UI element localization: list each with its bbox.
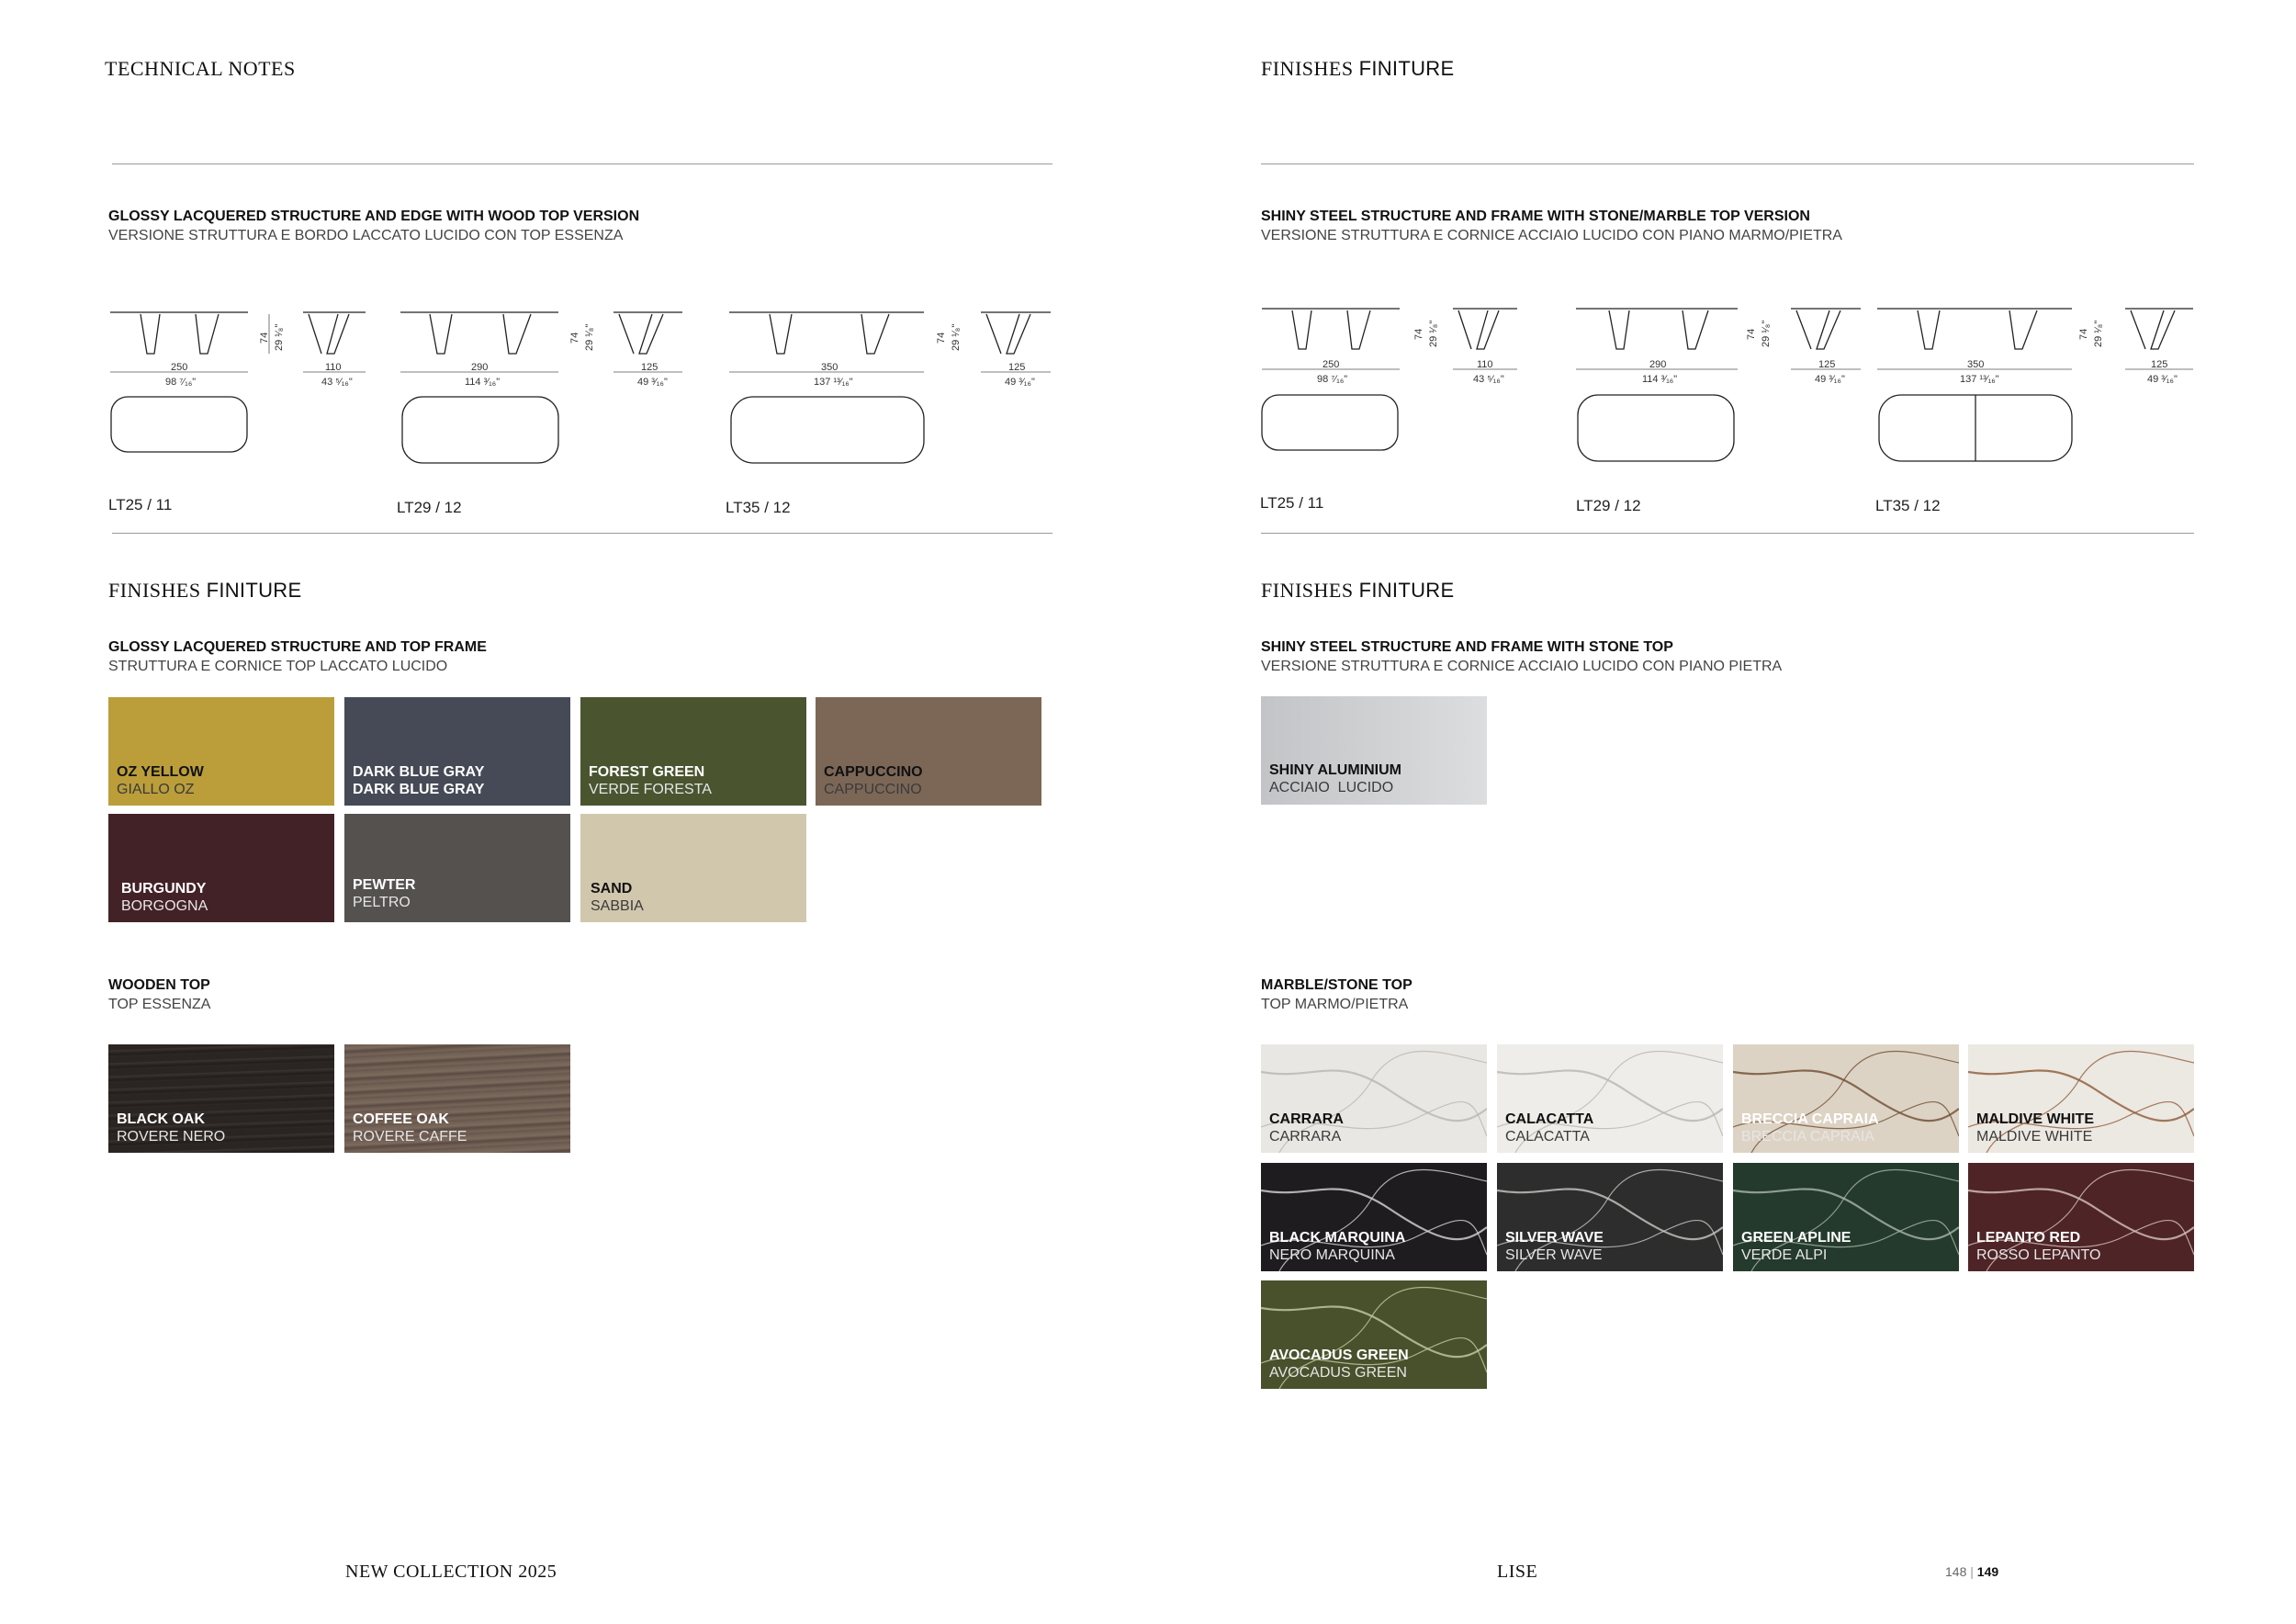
dim-length: 290	[471, 362, 489, 373]
divider	[112, 533, 1052, 534]
dim-length: 350	[1967, 359, 1985, 370]
swatch-coffee-oak[interactable]: COFFEE OAK ROVERE CAFFE	[344, 1044, 570, 1153]
dim-height: 74	[2078, 328, 2089, 340]
swatch-black-oak[interactable]: BLACK OAK ROVERE NERO	[108, 1044, 334, 1153]
model-code: LT25 / 11	[108, 496, 173, 513]
version-title-en: GLOSSY LACQUERED STRUCTURE AND EDGE WITH WOOD TOP VERSION	[108, 209, 640, 224]
dim-width-in: 49 ³⁄₁₆"	[2147, 374, 2178, 385]
dim-height-in: 29 ¹⁄₈"	[274, 323, 285, 351]
swatch-burgundy[interactable]: BURGUNDY BORGOGNA	[108, 814, 334, 922]
swatch-dark-blue-gray[interactable]: DARK BLUE GRAY DARK BLUE GRAY	[344, 697, 570, 806]
swatch-shiny-aluminium[interactable]: SHINY ALUMINIUM ACCIAIO LUCIDO	[1261, 696, 1487, 805]
dim-height-in: 29 ¹⁄₈"	[1761, 320, 1772, 347]
top-outline	[731, 397, 924, 463]
dim-length-in: 137 ¹³⁄₁₆"	[814, 377, 853, 388]
model-code: LT29 / 12	[1576, 497, 1641, 514]
top-outline	[1578, 395, 1734, 461]
swatch-forest-green[interactable]: FOREST GREEN VERDE FORESTA	[580, 697, 806, 806]
dim-width-in: 43 ⁵⁄₁₆"	[1473, 374, 1504, 385]
footer-collection: NEW COLLECTION 2025	[345, 1562, 557, 1582]
drawing-lt29-elevation	[400, 312, 682, 463]
dim-length: 250	[171, 362, 188, 373]
swatch-cappuccino[interactable]: CAPPUCCINO CAPPUCCINO	[816, 697, 1041, 806]
dim-width-in: 49 ³⁄₁₆"	[1005, 377, 1035, 388]
technical-drawings-right	[1260, 303, 2206, 487]
drawing-lt35-elevation	[1877, 309, 2193, 461]
dim-height-in: 29 ¹⁄₈"	[584, 323, 595, 351]
dim-length: 350	[821, 362, 838, 373]
dim-length-in: 114 ³⁄₁₆"	[1642, 374, 1678, 385]
technical-drawings-left	[108, 303, 1054, 487]
version-heading-left	[108, 207, 639, 245]
dim-length: 290	[1649, 359, 1667, 370]
swatch-avocadus-green[interactable]: AVOCADUS GREEN AVOCADUS GREEN	[1261, 1280, 1487, 1389]
model-code: LT35 / 12	[1875, 497, 1941, 514]
page-title-left: TECHNICAL NOTES	[105, 57, 296, 80]
dim-length-in: 137 ¹³⁄₁₆"	[1960, 374, 1999, 385]
drawing-lt25-elevation	[110, 312, 366, 452]
dim-width: 125	[1008, 362, 1026, 373]
dim-height: 74	[1413, 328, 1424, 340]
dim-width: 125	[641, 362, 658, 373]
model-code: LT25 / 11	[1260, 494, 1324, 512]
dim-width: 110	[1477, 359, 1493, 370]
dim-length-in: 114 ³⁄₁₆"	[465, 377, 501, 388]
dim-height-in: 29 ¹⁄₈"	[951, 323, 962, 351]
swatch-breccia-capraia[interactable]: BRECCIA CAPRAIA BRECCIA CAPRAIA	[1733, 1044, 1959, 1153]
drawing-lt25-elevation	[1262, 309, 1517, 450]
dim-width-in: 43 ⁵⁄₁₆"	[321, 377, 353, 388]
version-heading-right: SHINY STEEL STRUCTURE AND FRAME WITH STONE/MARBLE TOP VERSION VERSIONE STRUTTURA E CORNICE ACCIAIO LUCIDO CON PIANO MARMO/PIETRA	[1261, 209, 1842, 243]
marble-heading: MARBLE/STONE TOP TOP MARMO/PIETRA	[1261, 977, 1412, 1012]
structure-heading-left: GLOSSY LACQUERED STRUCTURE AND TOP FRAME STRUTTURA E CORNICE TOP LACCATO LUCIDO	[108, 639, 487, 674]
dim-width: 110	[325, 362, 342, 373]
dim-length-in: 98 ⁷⁄₁₆"	[1317, 374, 1348, 385]
divider	[1261, 533, 2194, 534]
swatch-oz-yellow[interactable]: OZ YELLOW GIALLO OZ	[108, 697, 334, 806]
finishes-title-left: FINISHES FINITURE	[108, 579, 302, 602]
swatch-calacatta[interactable]: CALACATTA CALACATTA	[1497, 1044, 1723, 1153]
dim-width: 125	[2151, 359, 2168, 370]
dim-width-in: 49 ³⁄₁₆"	[1815, 374, 1845, 385]
wood-heading: WOODEN TOP TOP ESSENZA	[108, 977, 211, 1012]
swatch-maldive-white[interactable]: MALDIVE WHITE MALDIVE WHITE	[1968, 1044, 2194, 1153]
drawing-lt29-elevation	[1576, 309, 1861, 461]
dim-height: 74	[1746, 328, 1757, 340]
drawing-lt35-elevation	[729, 312, 1051, 463]
dim-length-in: 98 ⁷⁄₁₆"	[165, 377, 197, 388]
top-outline	[1262, 395, 1398, 450]
structure-heading-right: SHINY STEEL STRUCTURE AND FRAME WITH STONE TOP VERSIONE STRUTTURA E CORNICE ACCIAIO LUCIDO CON PIANO PIETRA	[1261, 639, 1783, 674]
dim-height: 74	[936, 332, 947, 344]
swatch-sand[interactable]: SAND SABBIA	[580, 814, 806, 922]
top-outline	[111, 397, 247, 452]
dim-height: 74	[569, 332, 580, 344]
model-code: LT35 / 12	[726, 499, 791, 516]
swatch-carrara[interactable]: CARRARA CARRARA	[1261, 1044, 1487, 1153]
dim-height-in: 29 ¹⁄₈"	[2093, 320, 2104, 347]
dim-height: 74	[259, 332, 270, 344]
swatch-pewter[interactable]: PEWTER PELTRO	[344, 814, 570, 922]
top-outline	[402, 397, 558, 463]
swatch-black-marquina[interactable]: BLACK MARQUINA NERO MARQUINA	[1261, 1163, 1487, 1271]
model-code: LT29 / 12	[397, 499, 462, 516]
version-title-it: VERSIONE STRUTTURA E BORDO LACCATO LUCIDO CON TOP ESSENZA	[108, 228, 624, 243]
footer-brand: LISE	[1497, 1562, 1538, 1582]
swatch-lepanto-red[interactable]: LEPANTO RED ROSSO LEPANTO	[1968, 1163, 2194, 1271]
page-title-right: FINISHES FINITURE	[1261, 57, 1455, 80]
swatch-green-apline[interactable]: GREEN APLINE VERDE ALPI	[1733, 1163, 1959, 1271]
dim-height-in: 29 ¹⁄₈"	[1428, 320, 1439, 347]
finishes-title-right: FINISHES FINITURE	[1261, 579, 1455, 602]
dim-length: 250	[1322, 359, 1340, 370]
page-numbers: 148 | 149	[1945, 1564, 1999, 1579]
dim-width: 125	[1818, 359, 1836, 370]
dim-width-in: 49 ³⁄₁₆"	[637, 377, 668, 388]
swatch-silver-wave[interactable]: SILVER WAVE SILVER WAVE	[1497, 1163, 1723, 1271]
